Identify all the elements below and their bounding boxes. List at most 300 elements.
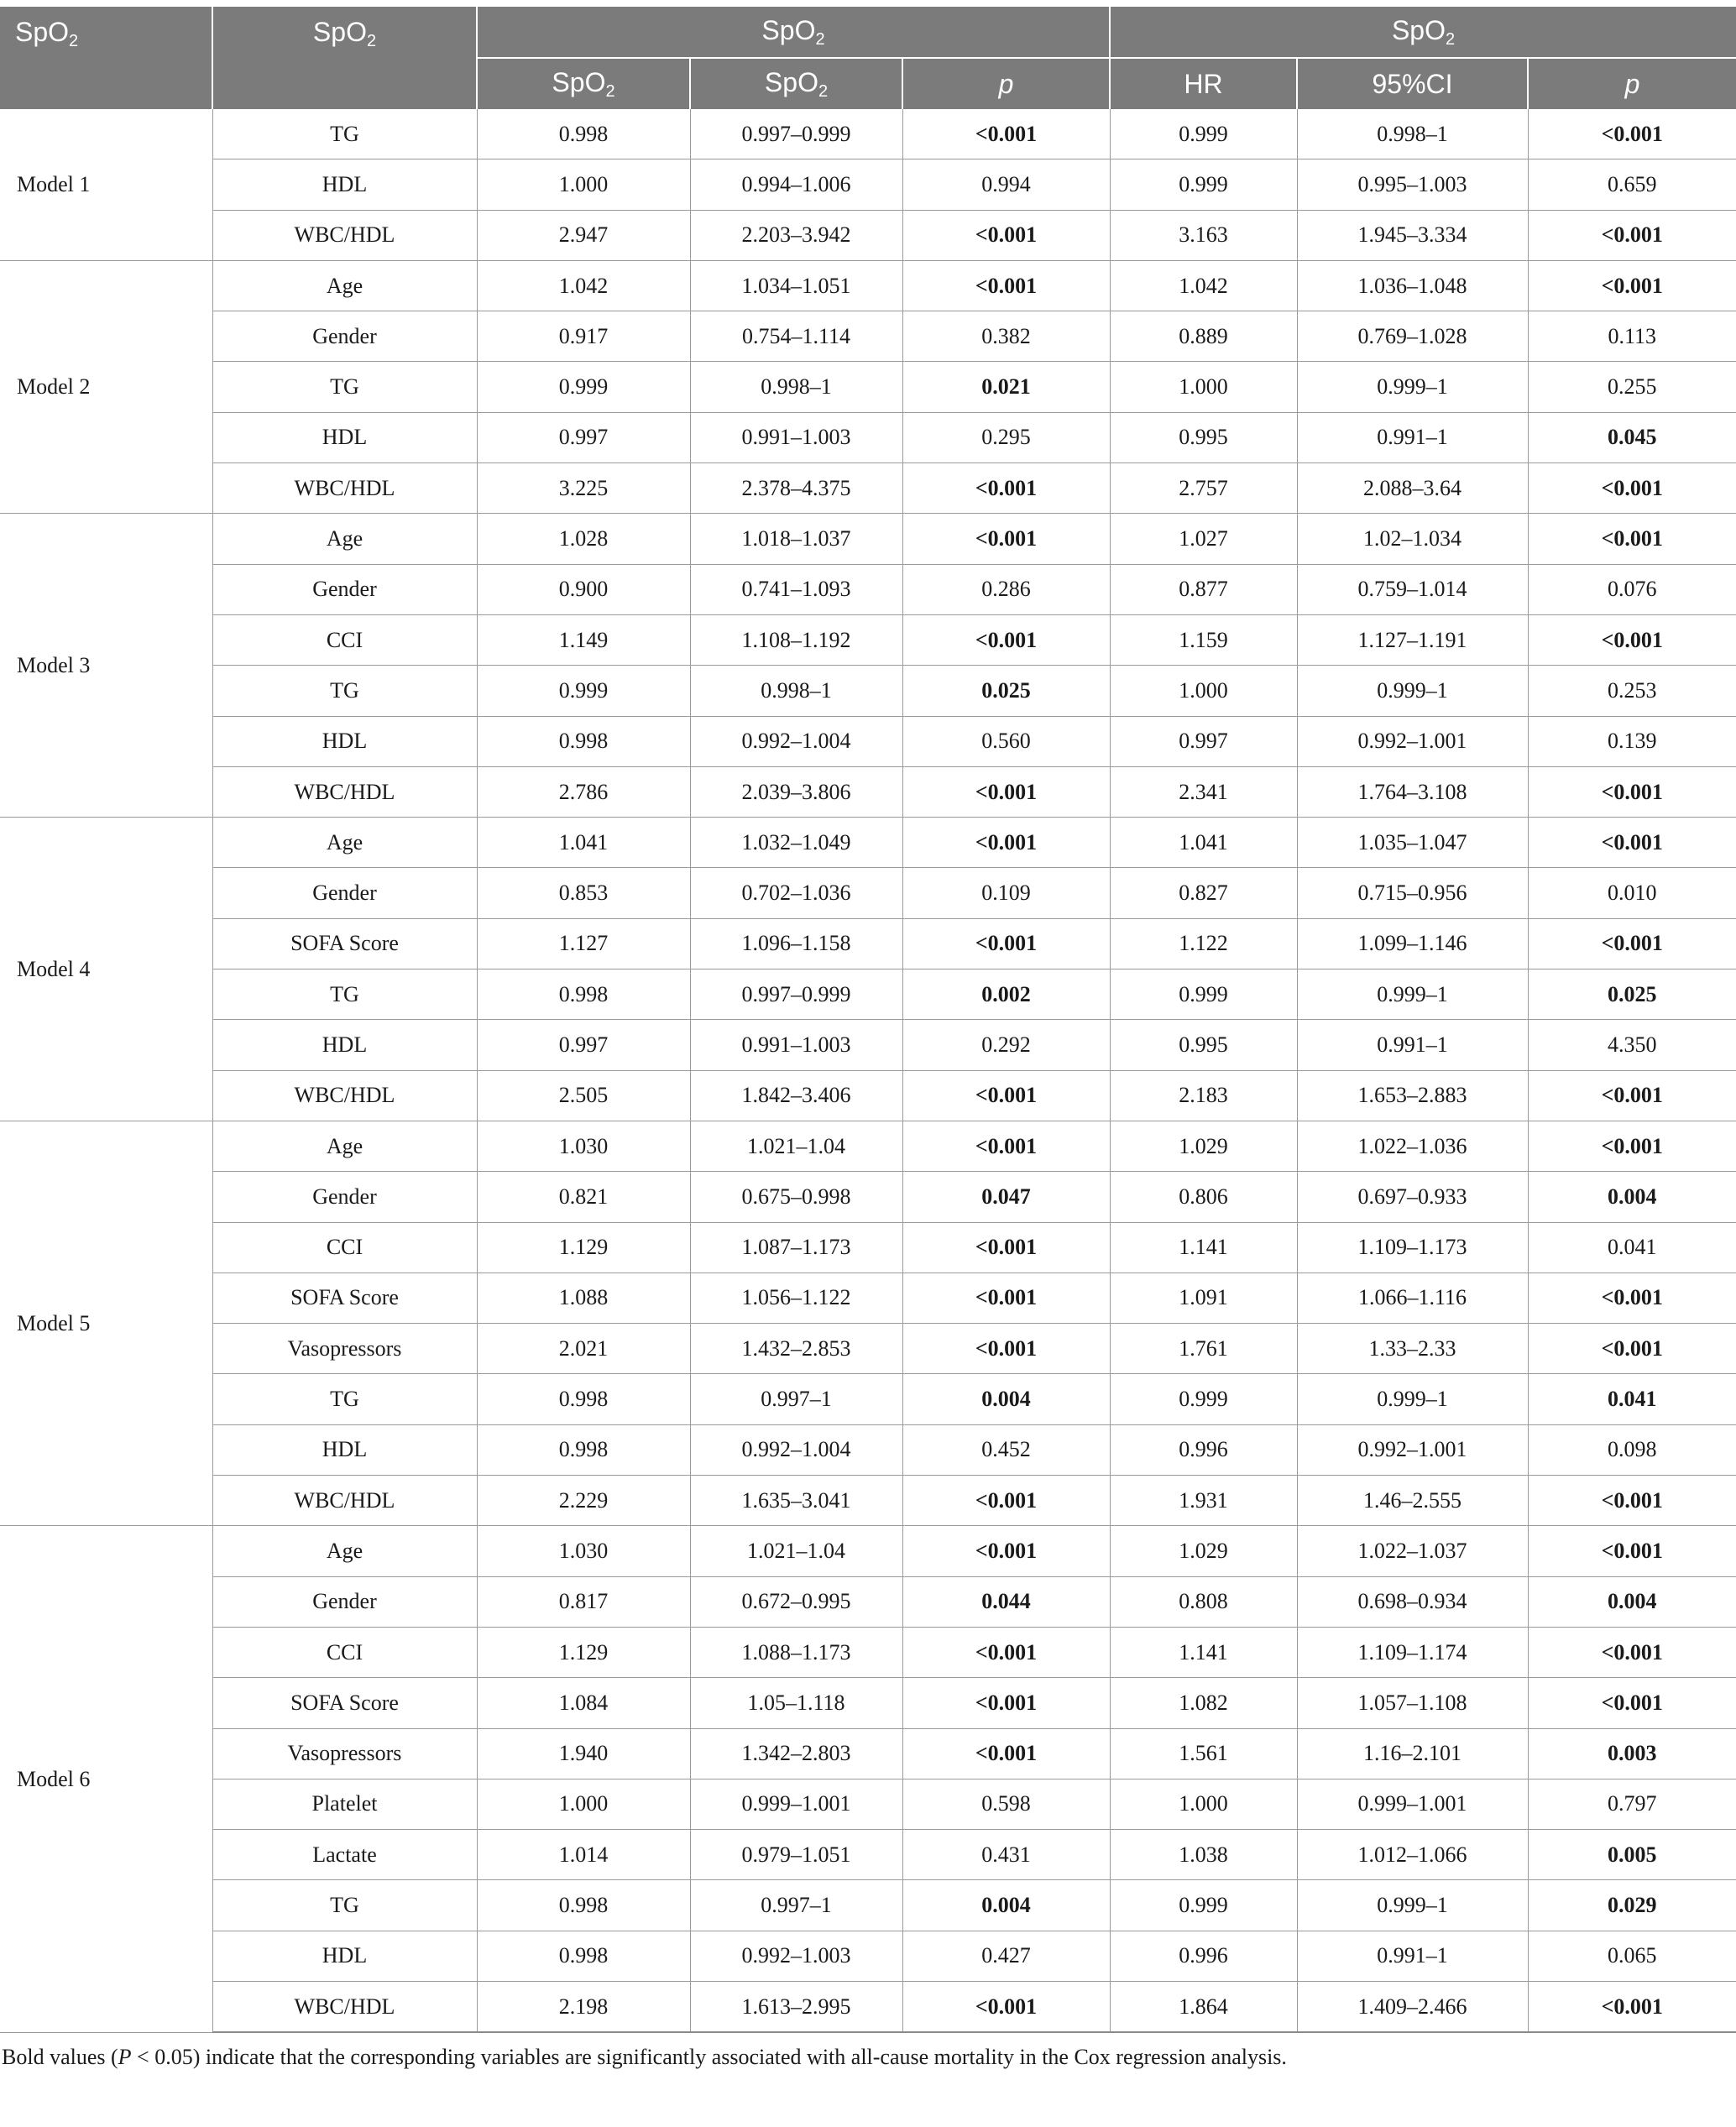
table-body [0,109,1736,2032]
ci-1-cell: 0.702–1.036 [690,868,902,918]
estimate-1-cell: 1.084 [477,1678,690,1728]
hr-cell: 0.995 [1110,1020,1297,1070]
ci-2-cell: 0.991–1 [1297,412,1528,463]
p-value-1-cell: 0.994 [902,159,1110,210]
ci-1-cell: 1.05–1.118 [690,1678,902,1728]
estimate-1-cell: 0.998 [477,1374,690,1424]
cox-regression-table [0,7,1736,2033]
ci-1-cell: 1.088–1.173 [690,1627,902,1677]
p-value-1-cell: 0.292 [902,1020,1110,1070]
ci-2-cell: 0.999–1 [1297,362,1528,412]
estimate-1-cell: 1.014 [477,1830,690,1880]
hr-cell: 0.806 [1110,1172,1297,1222]
table-row [0,1576,1736,1627]
header-sub-1: SpO$_2$ [477,58,690,109]
hr-cell: 0.827 [1110,868,1297,918]
ci-1-cell: 1.635–3.041 [690,1476,902,1526]
p-value-2-cell: <0.001 [1528,1324,1736,1374]
header-group-1: SpO$_2$ [477,7,1110,58]
p-value-1-cell: 0.044 [902,1576,1110,1627]
p-value-2-cell: <0.001 [1528,918,1736,969]
estimate-1-cell: 1.088 [477,1273,690,1323]
table-row [0,1728,1736,1779]
header-group-2: SpO$_2$ [1110,7,1736,58]
ci-2-cell: 1.46–2.555 [1297,1476,1528,1526]
hr-cell: 2.183 [1110,1070,1297,1121]
hr-cell: 0.996 [1110,1424,1297,1475]
variable-cell: CCI [212,1222,477,1273]
table-row [0,463,1736,514]
estimate-1-cell: 2.229 [477,1476,690,1526]
p-value-1-cell: <0.001 [902,260,1110,311]
hr-cell: 1.042 [1110,260,1297,311]
variable-cell: HDL [212,1424,477,1475]
ci-2-cell: 1.066–1.116 [1297,1273,1528,1323]
p-value-2-cell: <0.001 [1528,1981,1736,2032]
ci-1-cell: 1.096–1.158 [690,918,902,969]
ci-1-cell: 1.613–2.995 [690,1981,902,2032]
variable-cell: WBC/HDL [212,1981,477,2032]
hr-cell: 1.027 [1110,514,1297,564]
results-table-container [0,7,1736,2070]
table-row [0,311,1736,362]
ci-1-cell: 1.108–1.192 [690,614,902,665]
hr-cell: 1.000 [1110,362,1297,412]
hr-cell: 1.561 [1110,1728,1297,1779]
ci-2-cell: 1.022–1.036 [1297,1121,1528,1171]
ci-1-cell: 1.021–1.04 [690,1526,902,1576]
estimate-1-cell: 1.129 [477,1222,690,1273]
hr-cell: 1.122 [1110,918,1297,969]
ci-2-cell: 0.991–1 [1297,1020,1528,1070]
p-value-2-cell: 0.041 [1528,1374,1736,1424]
ci-2-cell: 0.715–0.956 [1297,868,1528,918]
table-row [0,1880,1736,1931]
p-value-2-cell: 0.098 [1528,1424,1736,1475]
estimate-1-cell: 0.999 [477,666,690,716]
ci-2-cell: 0.698–0.934 [1297,1576,1528,1627]
table-row [0,1476,1736,1526]
p-value-1-cell: <0.001 [902,1476,1110,1526]
hr-cell: 0.997 [1110,716,1297,766]
variable-cell: WBC/HDL [212,1070,477,1121]
ci-1-cell: 0.992–1.003 [690,1931,902,1981]
hr-cell: 0.995 [1110,412,1297,463]
estimate-1-cell: 0.998 [477,969,690,1020]
variable-cell: TG [212,969,477,1020]
p-value-1-cell: 0.025 [902,666,1110,716]
table-row [0,1627,1736,1677]
p-value-1-cell: <0.001 [902,766,1110,817]
ci-2-cell: 1.02–1.034 [1297,514,1528,564]
table-row [0,362,1736,412]
p-value-1-cell: <0.001 [902,1627,1110,1677]
ci-1-cell: 0.672–0.995 [690,1576,902,1627]
estimate-1-cell: 3.225 [477,463,690,514]
table-row [0,818,1736,868]
hr-cell: 0.999 [1110,159,1297,210]
estimate-1-cell: 0.998 [477,716,690,766]
p-value-1-cell: 0.452 [902,1424,1110,1475]
p-value-1-cell: 0.002 [902,969,1110,1020]
p-value-1-cell: <0.001 [902,1273,1110,1323]
ci-1-cell: 0.992–1.004 [690,1424,902,1475]
p-value-2-cell: 0.003 [1528,1728,1736,1779]
hr-cell: 1.082 [1110,1678,1297,1728]
hr-cell: 1.041 [1110,818,1297,868]
ci-2-cell: 0.992–1.001 [1297,716,1528,766]
hr-cell: 1.141 [1110,1222,1297,1273]
hr-cell: 1.931 [1110,1476,1297,1526]
ci-2-cell: 0.991–1 [1297,1931,1528,1981]
header-sub-2: SpO$_2$ [690,58,902,109]
hr-cell: 1.029 [1110,1121,1297,1171]
p-value-2-cell: <0.001 [1528,210,1736,260]
ci-1-cell: 0.979–1.051 [690,1830,902,1880]
p-value-1-cell: <0.001 [902,1070,1110,1121]
ci-2-cell: 1.109–1.173 [1297,1222,1528,1273]
table-row [0,109,1736,159]
variable-cell: Gender [212,1172,477,1222]
ci-2-cell: 1.099–1.146 [1297,918,1528,969]
variable-cell: HDL [212,1931,477,1981]
variable-cell: Vasopressors [212,1324,477,1374]
table-row [0,666,1736,716]
table-row [0,260,1736,311]
variable-cell: SOFA Score [212,1678,477,1728]
ci-1-cell: 0.997–1 [690,1374,902,1424]
hr-cell: 1.000 [1110,1779,1297,1829]
p-value-1-cell: 0.004 [902,1880,1110,1931]
variable-cell: TG [212,1880,477,1931]
estimate-1-cell: 2.786 [477,766,690,817]
p-value-1-cell: 0.560 [902,716,1110,766]
header-sub-4: HR [1110,58,1297,109]
table-row [0,918,1736,969]
p-value-2-cell: 0.010 [1528,868,1736,918]
p-value-1-cell: 0.004 [902,1374,1110,1424]
variable-cell: Age [212,818,477,868]
p-value-1-cell: 0.286 [902,564,1110,614]
table-row [0,514,1736,564]
variable-cell: TG [212,666,477,716]
variable-cell: HDL [212,412,477,463]
variable-cell: TG [212,109,477,159]
estimate-1-cell: 0.998 [477,1424,690,1475]
ci-1-cell: 1.056–1.122 [690,1273,902,1323]
table-row [0,1931,1736,1981]
table-row [0,1830,1736,1880]
p-value-1-cell: <0.001 [902,614,1110,665]
p-value-2-cell: 0.139 [1528,716,1736,766]
hr-cell: 1.038 [1110,1830,1297,1880]
p-value-1-cell: 0.427 [902,1931,1110,1981]
ci-2-cell: 0.999–1 [1297,969,1528,1020]
p-value-2-cell: <0.001 [1528,1526,1736,1576]
estimate-1-cell: 1.042 [477,260,690,311]
variable-cell: Gender [212,311,477,362]
ci-2-cell: 1.653–2.883 [1297,1070,1528,1121]
hr-cell: 0.808 [1110,1576,1297,1627]
variable-cell: WBC/HDL [212,1476,477,1526]
variable-cell: Vasopressors [212,1728,477,1779]
table-row [0,1424,1736,1475]
ci-1-cell: 2.203–3.942 [690,210,902,260]
estimate-1-cell: 0.817 [477,1576,690,1627]
p-value-2-cell: <0.001 [1528,463,1736,514]
estimate-1-cell: 1.030 [477,1526,690,1576]
estimate-1-cell: 0.900 [477,564,690,614]
hr-cell: 0.877 [1110,564,1297,614]
ci-2-cell: 0.999–1 [1297,1880,1528,1931]
ci-2-cell: 0.697–0.933 [1297,1172,1528,1222]
table-row [0,1981,1736,2032]
ci-2-cell: 0.999–1.001 [1297,1779,1528,1829]
model-label: Model 5 [0,1121,212,1525]
ci-1-cell: 1.842–3.406 [690,1070,902,1121]
variable-cell: Age [212,1526,477,1576]
p-value-2-cell: 0.255 [1528,362,1736,412]
estimate-1-cell: 2.947 [477,210,690,260]
estimate-1-cell: 0.821 [477,1172,690,1222]
hr-cell: 1.159 [1110,614,1297,665]
p-value-1-cell: <0.001 [902,918,1110,969]
p-value-2-cell: <0.001 [1528,1070,1736,1121]
p-value-1-cell: 0.382 [902,311,1110,362]
hr-cell: 2.757 [1110,463,1297,514]
p-value-1-cell: <0.001 [902,109,1110,159]
p-value-2-cell: 0.029 [1528,1880,1736,1931]
p-value-1-cell: 0.109 [902,868,1110,918]
p-value-2-cell: 0.005 [1528,1830,1736,1880]
table-row [0,1020,1736,1070]
variable-cell: SOFA Score [212,1273,477,1323]
ci-1-cell: 0.994–1.006 [690,159,902,210]
table-row [0,1324,1736,1374]
ci-2-cell: 0.999–1 [1297,1374,1528,1424]
hr-cell: 0.999 [1110,969,1297,1020]
ci-2-cell: 1.764–3.108 [1297,766,1528,817]
variable-cell: WBC/HDL [212,463,477,514]
hr-cell: 1.091 [1110,1273,1297,1323]
p-value-1-cell: <0.001 [902,1222,1110,1273]
estimate-1-cell: 0.998 [477,1880,690,1931]
p-value-2-cell: <0.001 [1528,1678,1736,1728]
p-value-2-cell: <0.001 [1528,614,1736,665]
p-value-2-cell: <0.001 [1528,514,1736,564]
ci-2-cell: 0.759–1.014 [1297,564,1528,614]
p-value-2-cell: 0.025 [1528,969,1736,1020]
estimate-1-cell: 1.000 [477,159,690,210]
estimate-1-cell: 0.853 [477,868,690,918]
table-row [0,1070,1736,1121]
p-value-2-cell: 0.065 [1528,1931,1736,1981]
estimate-1-cell: 2.021 [477,1324,690,1374]
table-row [0,564,1736,614]
p-value-1-cell: <0.001 [902,1728,1110,1779]
p-value-1-cell: <0.001 [902,1678,1110,1728]
ci-1-cell: 2.039–3.806 [690,766,902,817]
p-value-1-cell: 0.047 [902,1172,1110,1222]
p-value-2-cell: 4.350 [1528,1020,1736,1070]
p-value-1-cell: <0.001 [902,1526,1110,1576]
p-value-2-cell: <0.001 [1528,1121,1736,1171]
variable-cell: WBC/HDL [212,766,477,817]
variable-cell: CCI [212,1627,477,1677]
estimate-1-cell: 0.998 [477,1931,690,1981]
variable-cell: Lactate [212,1830,477,1880]
variable-cell: HDL [212,159,477,210]
variable-cell: SOFA Score [212,918,477,969]
ci-2-cell: 1.16–2.101 [1297,1728,1528,1779]
p-value-2-cell: 0.797 [1528,1779,1736,1829]
ci-2-cell: 1.057–1.108 [1297,1678,1528,1728]
hr-cell: 0.889 [1110,311,1297,362]
variable-cell: Gender [212,564,477,614]
ci-1-cell: 1.342–2.803 [690,1728,902,1779]
ci-1-cell: 1.021–1.04 [690,1121,902,1171]
ci-1-cell: 0.999–1.001 [690,1779,902,1829]
estimate-1-cell: 1.041 [477,818,690,868]
table-row [0,159,1736,210]
variable-cell: Gender [212,1576,477,1627]
ci-2-cell: 1.109–1.174 [1297,1627,1528,1677]
ci-1-cell: 0.991–1.003 [690,1020,902,1070]
p-value-2-cell: 0.076 [1528,564,1736,614]
p-value-1-cell: <0.001 [902,818,1110,868]
p-value-1-cell: 0.295 [902,412,1110,463]
p-value-1-cell: 0.598 [902,1779,1110,1829]
header-sub-3: p [902,58,1110,109]
estimate-1-cell: 0.998 [477,109,690,159]
table-row [0,1678,1736,1728]
p-value-1-cell: <0.001 [902,463,1110,514]
hr-cell: 0.999 [1110,1880,1297,1931]
hr-cell: 3.163 [1110,210,1297,260]
variable-cell: HDL [212,716,477,766]
ci-2-cell: 1.127–1.191 [1297,614,1528,665]
model-label: Model 3 [0,514,212,818]
table-row [0,1222,1736,1273]
p-value-2-cell: <0.001 [1528,1476,1736,1526]
ci-1-cell: 0.997–0.999 [690,969,902,1020]
p-value-2-cell: <0.001 [1528,1273,1736,1323]
table-row [0,412,1736,463]
p-value-1-cell: <0.001 [902,1121,1110,1171]
estimate-1-cell: 1.030 [477,1121,690,1171]
ci-1-cell: 2.378–4.375 [690,463,902,514]
ci-1-cell: 0.741–1.093 [690,564,902,614]
estimate-1-cell: 1.127 [477,918,690,969]
ci-2-cell: 2.088–3.64 [1297,463,1528,514]
ci-2-cell: 1.022–1.037 [1297,1526,1528,1576]
variable-cell: WBC/HDL [212,210,477,260]
estimate-1-cell: 1.000 [477,1779,690,1829]
table-row [0,1172,1736,1222]
header-model-col: SpO$_2$ [0,7,212,109]
p-value-2-cell: 0.041 [1528,1222,1736,1273]
p-value-2-cell: 0.113 [1528,311,1736,362]
estimate-1-cell: 0.997 [477,1020,690,1070]
p-value-2-cell: 0.253 [1528,666,1736,716]
hr-cell: 1.000 [1110,666,1297,716]
p-value-1-cell: <0.001 [902,1981,1110,2032]
table-row [0,1374,1736,1424]
p-value-1-cell: <0.001 [902,514,1110,564]
hr-cell: 1.761 [1110,1324,1297,1374]
ci-1-cell: 0.998–1 [690,362,902,412]
ci-1-cell: 0.992–1.004 [690,716,902,766]
p-value-2-cell: <0.001 [1528,818,1736,868]
ci-1-cell: 1.034–1.051 [690,260,902,311]
estimate-1-cell: 2.505 [477,1070,690,1121]
ci-1-cell: 0.754–1.114 [690,311,902,362]
ci-2-cell: 1.036–1.048 [1297,260,1528,311]
estimate-1-cell: 1.149 [477,614,690,665]
header-sub-6: p [1528,58,1736,109]
ci-1-cell: 0.997–0.999 [690,109,902,159]
ci-2-cell: 1.33–2.33 [1297,1324,1528,1374]
hr-cell: 0.999 [1110,109,1297,159]
variable-cell: CCI [212,614,477,665]
ci-2-cell: 1.035–1.047 [1297,818,1528,868]
model-label: Model 2 [0,260,212,513]
estimate-1-cell: 0.999 [477,362,690,412]
estimate-1-cell: 0.917 [477,311,690,362]
p-value-2-cell: <0.001 [1528,766,1736,817]
ci-1-cell: 1.087–1.173 [690,1222,902,1273]
table-row [0,766,1736,817]
p-value-1-cell: 0.431 [902,1830,1110,1880]
ci-1-cell: 1.432–2.853 [690,1324,902,1374]
ci-1-cell: 0.675–0.998 [690,1172,902,1222]
variable-cell: HDL [212,1020,477,1070]
hr-cell: 1.864 [1110,1981,1297,2032]
ci-1-cell: 0.998–1 [690,666,902,716]
p-value-2-cell: 0.004 [1528,1172,1736,1222]
ci-2-cell: 0.992–1.001 [1297,1424,1528,1475]
table-row [0,1273,1736,1323]
variable-cell: Gender [212,868,477,918]
table-header [0,7,1736,109]
header-sub-5: 95%CI [1297,58,1528,109]
table-row [0,868,1736,918]
table-row [0,1779,1736,1829]
hr-cell: 1.029 [1110,1526,1297,1576]
hr-cell: 0.999 [1110,1374,1297,1424]
p-value-2-cell: <0.001 [1528,260,1736,311]
hr-cell: 1.141 [1110,1627,1297,1677]
p-value-2-cell: <0.001 [1528,109,1736,159]
model-label: Model 6 [0,1526,212,2032]
ci-1-cell: 1.032–1.049 [690,818,902,868]
model-label: Model 4 [0,818,212,1121]
p-value-1-cell: 0.021 [902,362,1110,412]
estimate-1-cell: 0.997 [477,412,690,463]
estimate-1-cell: 1.028 [477,514,690,564]
p-value-2-cell: 0.659 [1528,159,1736,210]
variable-cell: Age [212,514,477,564]
ci-1-cell: 0.997–1 [690,1880,902,1931]
ci-2-cell: 1.409–2.466 [1297,1981,1528,2032]
p-value-1-cell: <0.001 [902,210,1110,260]
model-label: Model 1 [0,109,212,260]
p-value-2-cell: <0.001 [1528,1627,1736,1677]
variable-cell: TG [212,1374,477,1424]
table-row [0,1121,1736,1171]
ci-2-cell: 0.999–1 [1297,666,1528,716]
header-variable-col: SpO$_2$ [212,7,477,109]
